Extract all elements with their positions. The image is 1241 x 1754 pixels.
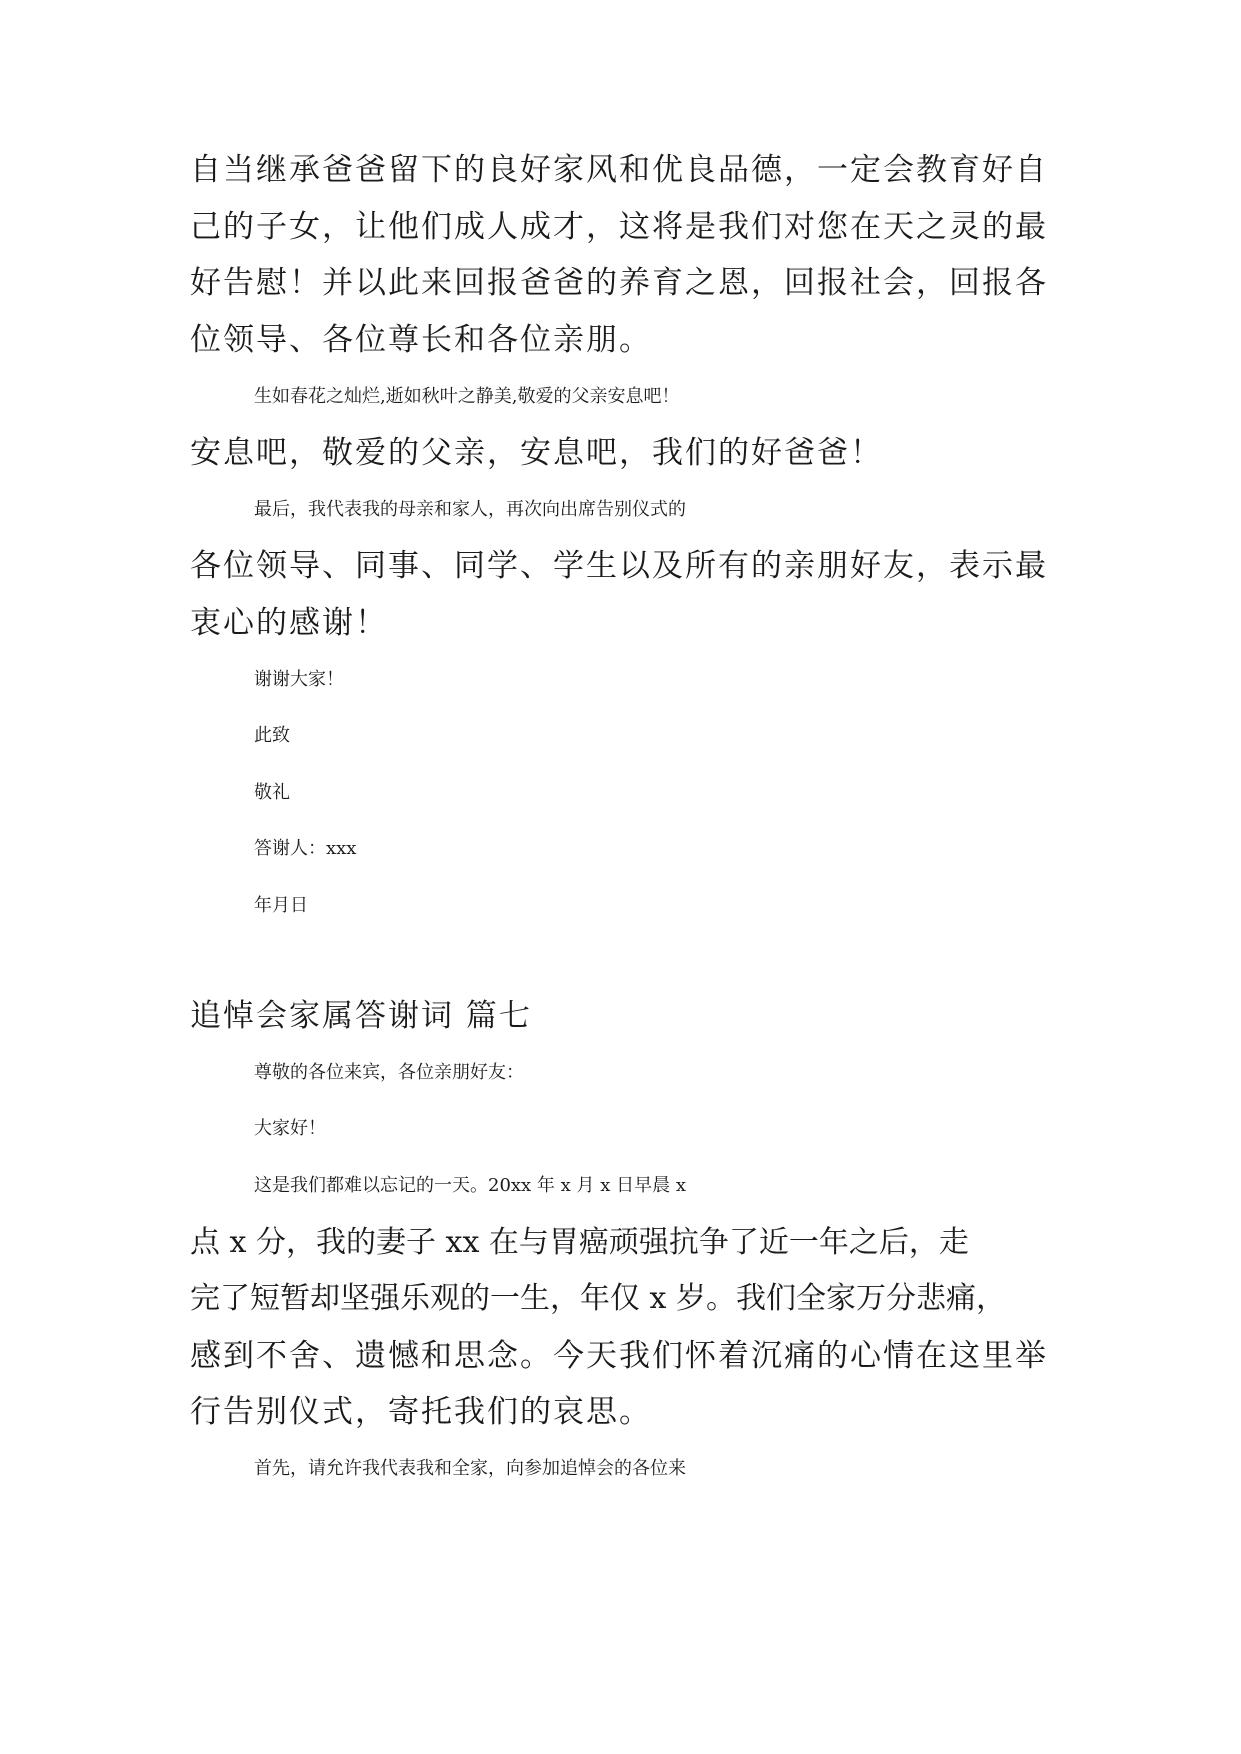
paragraph-line: 完了短暂却坚强乐观的一生，年仅 x 岁。我们全家万分悲痛， bbox=[190, 1281, 1006, 1316]
paragraph-line: 衷心的感谢！ bbox=[190, 605, 388, 641]
section-heading: 追悼会家属答谢词 篇七 bbox=[190, 998, 532, 1034]
paragraph-line: 行告别仪式，寄托我们的哀思。 bbox=[190, 1394, 652, 1430]
paragraph-line: 好告慰！并以此来回报爸爸的养育之恩，回报社会，回报各 bbox=[190, 265, 1048, 301]
paragraph-line: 安息吧，敬爱的父亲，安息吧，我们的好爸爸！ bbox=[190, 435, 883, 471]
paragraph-line: 自当继承爸爸留下的良好家风和优良品德，一定会教育好自 bbox=[190, 152, 1048, 188]
greeting-line: 尊敬的各位来宾，各位亲朋好友： bbox=[254, 1062, 524, 1083]
paragraph-line: 己的子女，让他们成人成才，这将是我们对您在天之灵的最 bbox=[190, 209, 1048, 245]
paragraph-line: 感到不舍、遗憾和思念。今天我们怀着沉痛的心情在这里举 bbox=[190, 1338, 1048, 1374]
paragraph-line: 点 x 分，我的妻子 xx 在与胃癌顽强抗争了近一年之后，走 bbox=[190, 1225, 969, 1260]
paragraph-line: 最后，我代表我的母亲和家人，再次向出席告别仪式的 bbox=[254, 499, 686, 520]
paragraph-line: 各位领导、同事、同学、学生以及所有的亲朋好友，表示最 bbox=[190, 548, 1048, 584]
closing-line: 敬礼 bbox=[254, 782, 290, 803]
paragraph-line: 位领导、各位尊长和各位亲朋。 bbox=[190, 322, 652, 358]
signature-line: 答谢人：xxx bbox=[254, 838, 357, 859]
date-line: 年月日 bbox=[254, 895, 308, 916]
closing-line: 谢谢大家！ bbox=[254, 669, 344, 690]
paragraph-line: 这是我们都难以忘记的一天。20xx 年 x 月 x 日早晨 x bbox=[254, 1175, 686, 1196]
paragraph-line: 首先，请允许我代表我和全家，向参加追悼会的各位来 bbox=[254, 1458, 686, 1479]
closing-line: 此致 bbox=[254, 725, 290, 746]
paragraph-line: 生如春花之灿烂,逝如秋叶之静美,敬爱的父亲安息吧！ bbox=[254, 386, 680, 407]
greeting-line: 大家好！ bbox=[254, 1118, 326, 1139]
